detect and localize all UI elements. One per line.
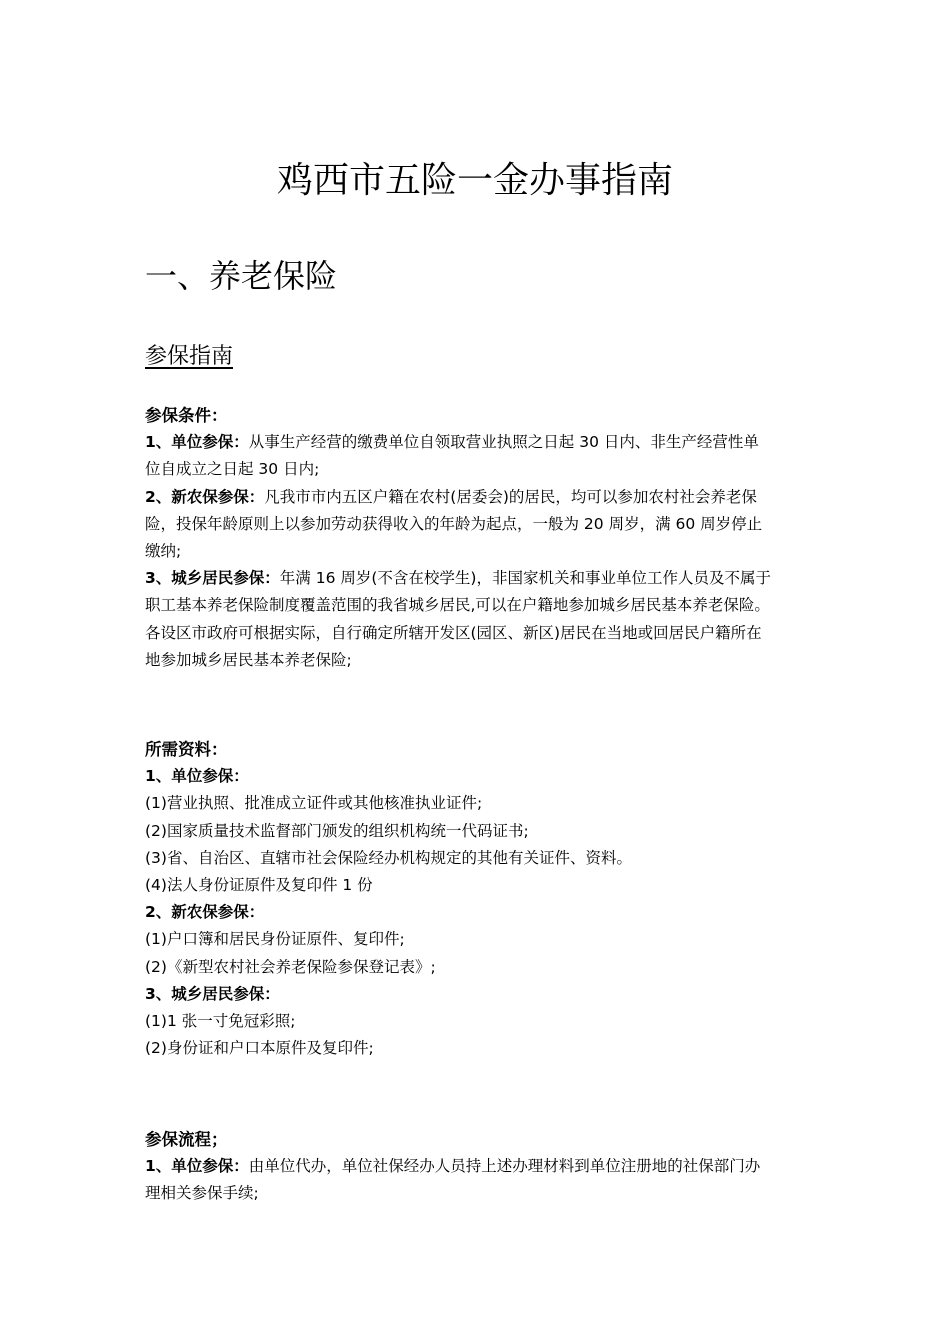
process-block bbox=[145, 1126, 815, 1208]
materials-block bbox=[145, 736, 815, 1062]
condition-item bbox=[145, 565, 815, 592]
process-label: 参保流程； bbox=[145, 1130, 228, 1149]
conditions-block bbox=[145, 402, 815, 674]
condition-item bbox=[145, 484, 815, 511]
condition-lead: 1、单位参保： bbox=[145, 433, 249, 452]
condition-text-line: 地参加城乡居民基本养老保险; bbox=[145, 650, 352, 669]
section-heading-pension: 一、养老保险 bbox=[145, 257, 338, 295]
condition-text: 从事生产经营的缴费单位自领取营业执照之日起 30 日内、非生产经营性单 bbox=[248, 433, 759, 452]
subsection-heading-enrollment-guide: 参保指南 bbox=[145, 344, 234, 369]
materials-item: (1)户口簿和居民身份证原件、复印件; bbox=[145, 930, 405, 949]
materials-group-lead: 2、新农保参保： bbox=[145, 903, 265, 922]
condition-text-line: 缴纳; bbox=[145, 542, 182, 561]
materials-label: 所需资料： bbox=[145, 740, 228, 759]
condition-item bbox=[145, 429, 815, 456]
process-lead: 1、单位参保： bbox=[145, 1157, 249, 1176]
process-item bbox=[145, 1153, 815, 1180]
conditions-label: 参保条件： bbox=[145, 406, 228, 425]
materials-group-lead: 1、单位参保： bbox=[145, 767, 249, 786]
condition-text-line: 险，投保年龄原则上以参加劳动获得收入的年龄为起点，一般为 20 周岁，满 60 周岁停止 bbox=[145, 514, 763, 533]
condition-text-line: 位自成立之日起 30 日内; bbox=[145, 460, 320, 479]
materials-item: (3)省、自治区、直辖市社会保险经办机构规定的其他有关证件、资料。 bbox=[145, 848, 632, 867]
materials-item: (2)国家质量技术监督部门颁发的组织机构统一代码证书; bbox=[145, 821, 529, 840]
process-text-line: 理相关参保手续; bbox=[145, 1184, 259, 1203]
condition-lead: 3、城乡居民参保： bbox=[145, 569, 280, 588]
condition-text-line: 各设区市政府可根据实际，自行确定所辖开发区(园区、新区)居民在当地或回居民户籍所在 bbox=[145, 623, 762, 642]
condition-text: 年满 16 周岁(不含在校学生)，非国家机关和事业单位工作人员及不属于 bbox=[279, 569, 771, 588]
condition-lead: 2、新农保参保： bbox=[145, 487, 265, 506]
materials-item: (2)身份证和户口本原件及复印件; bbox=[145, 1039, 374, 1058]
process-text: 由单位代办，单位社保经办人员持上述办理材料到单位注册地的社保部门办 bbox=[248, 1157, 761, 1176]
condition-text-line: 职工基本养老保险制度覆盖范围的我省城乡居民,可以在户籍地参加城乡居民基本养老保险。 bbox=[145, 596, 770, 615]
materials-item: (1)营业执照、批准成立证件或其他核准执业证件; bbox=[145, 794, 483, 813]
materials-item: (2)《新型农村社会养老保险参保登记表》; bbox=[145, 957, 436, 976]
materials-item: (1)1 张一寸免冠彩照; bbox=[145, 1012, 296, 1031]
materials-group-lead: 3、城乡居民参保： bbox=[145, 984, 280, 1003]
materials-item: (4)法人身份证原件及复印件 1 份 bbox=[145, 876, 373, 895]
condition-text: 凡我市市内五区户籍在农村(居委会)的居民，均可以参加农村社会养老保 bbox=[264, 487, 757, 506]
document-title: 鸡西市五险一金办事指南 bbox=[276, 160, 673, 201]
